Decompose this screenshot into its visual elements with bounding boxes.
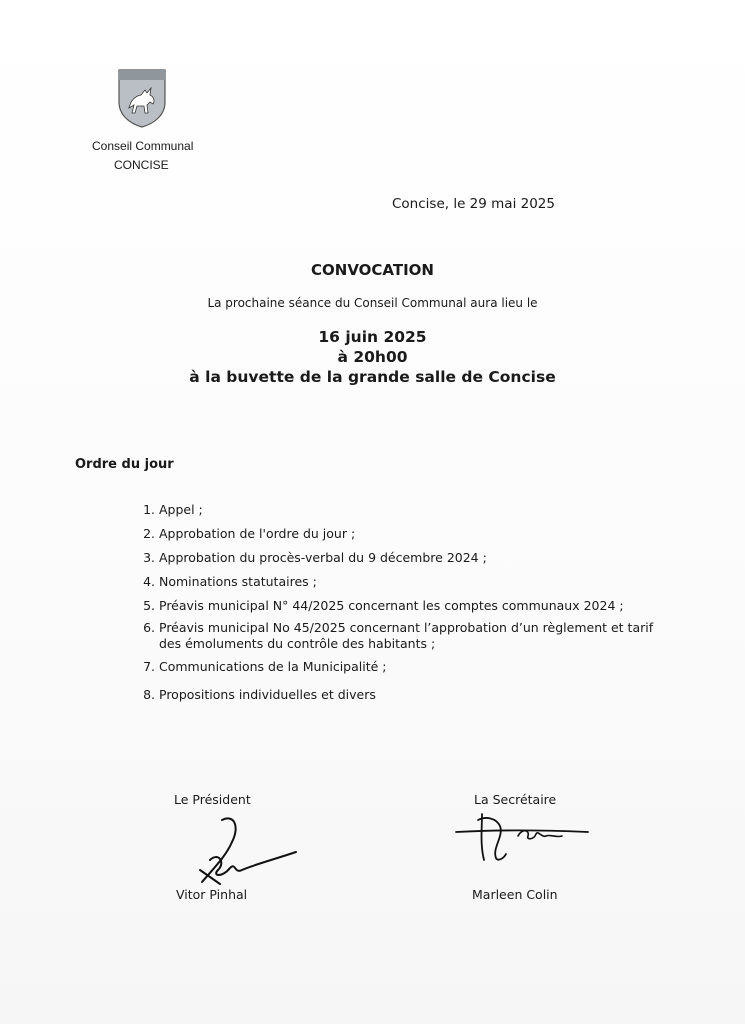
- agenda-item: [137, 598, 657, 614]
- intro-text: La prochaine séance du Conseil Communal aura lieu le: [207, 296, 538, 310]
- document-date: Concise, le 29 mai 2025: [392, 196, 555, 212]
- president-signature: [192, 812, 302, 892]
- meeting-date: 16 juin 2025: [318, 328, 427, 346]
- org-commune: CONCISE: [114, 158, 169, 172]
- agenda-item-text: Approbation de l'ordre du jour ;: [159, 526, 356, 541]
- meeting-place: à la buvette de la grande salle de Concise: [189, 368, 556, 386]
- agenda-item-text: Communications de la Municipalité ;: [159, 659, 387, 674]
- agenda-item-number: 5.: [143, 598, 155, 613]
- secretary-title: La Secrétaire: [474, 792, 557, 807]
- agenda-item-number: 4.: [143, 574, 155, 589]
- document-title: CONVOCATION: [311, 261, 434, 279]
- agenda-item-text: Nominations statutaires ;: [159, 574, 317, 589]
- agenda-item-text: Propositions individuelles et divers: [159, 687, 376, 702]
- secretary-signature: [452, 808, 592, 868]
- agenda-item-number: 7.: [143, 659, 155, 674]
- agenda-item-text: Préavis municipal No 45/2025 concernant l’approbation d’un règlement et tarif des émoluments du contrôle des habitants ;: [159, 620, 654, 651]
- agenda-item-number: 2.: [143, 526, 155, 541]
- agenda-item: [137, 620, 657, 652]
- agenda-item: [137, 659, 657, 675]
- secretary-name: Marleen Colin: [472, 887, 558, 902]
- agenda-item-number: 1.: [143, 502, 155, 517]
- agenda-title: Ordre du jour: [75, 457, 174, 472]
- meeting-time: à 20h00: [337, 348, 408, 366]
- president-title: Le Président: [174, 792, 251, 807]
- agenda-item: [137, 574, 657, 590]
- agenda-item: [137, 526, 657, 542]
- agenda-item: [137, 502, 657, 518]
- agenda-item: [137, 687, 657, 703]
- agenda-item-number: 3.: [143, 550, 155, 565]
- agenda-item: [137, 550, 657, 566]
- agenda-item-number: 6.: [143, 620, 155, 635]
- org-name: Conseil Communal: [92, 139, 194, 153]
- agenda-item-number: 8.: [143, 687, 155, 702]
- president-name: Vitor Pinhal: [176, 887, 248, 902]
- agenda-item-text: Appel ;: [159, 502, 203, 517]
- agenda-item-text: Préavis municipal N° 44/2025 concernant les comptes communaux 2024 ;: [159, 598, 624, 613]
- agenda-item-text: Approbation du procès-verbal du 9 décembre 2024 ;: [159, 550, 487, 565]
